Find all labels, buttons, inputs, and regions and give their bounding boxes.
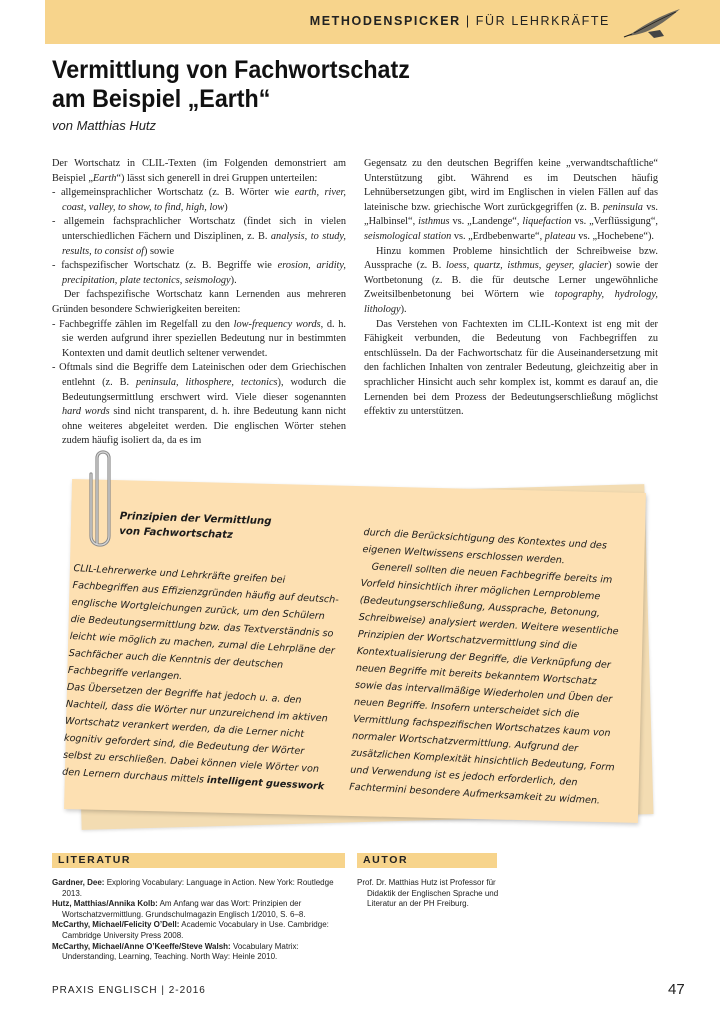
text: Der Wortschatz in CLIL-Texten (im Folgenden demonstriert am Beispiel „: [52, 158, 346, 184]
text: ).: [400, 303, 407, 315]
text-italic: topography, hydrology, lithology: [364, 289, 658, 315]
text: Das Übersetzen der Begriffe hat jedoch u. a. den Nachteil, dass die Wörter nur unzureichend im aktiven Wortschatz verankert werden, da die Lerner nicht kognitiv gefordert sind, die Bedeutung der Wörter selbst zu erschließen. Dabei können viele Wörter von den Lernern durchaus mittels: [61, 681, 329, 786]
text-italic: hard words: [62, 406, 110, 418]
text: “) lässt sich generell in drei Gruppen unterteilen:: [116, 172, 318, 184]
list-item: [52, 318, 346, 362]
note-card-text-left: [62, 560, 344, 796]
literature-entry: [52, 899, 352, 920]
list-item: [52, 215, 346, 259]
section-label-bold: METHODENSPICKER: [309, 14, 461, 28]
byline: von Matthias Hutz: [52, 118, 157, 133]
paragraph: [364, 157, 658, 245]
list-item: [52, 186, 346, 215]
author-heading: AUTOR: [357, 853, 497, 868]
text-italic: loess, quartz, isthmus, geyser, glacier: [445, 260, 609, 272]
text: vs. „Hochebene“).: [575, 230, 654, 242]
header-band-gap: [0, 0, 45, 44]
entry-text: Am Anfang war das Wort: Prinzipien der Wortschatzvermittlung. Grundschulmagazin Englisch 1/2010, S. 6–8.: [62, 899, 306, 919]
text: - Fachbegriffe zählen im Regelfall zu den: [52, 318, 234, 330]
paragraph: Der fachspezifische Wortschatz kann Lernenden aus mehreren Gründen besondere Schwierigkeiten bereiten:: [52, 289, 346, 315]
paragraph: Das Verstehen von Fachtexten im CLIL-Kontext ist eng mit der Fähigkeit verbunden, die Bedeutung von Fachbegriffen zu entschlüsseln. Da der Fachwortschatz für die Auseinandersetzung mit den fachlichen Inhalten von zentraler Bedeutung, gleichzeitig aber in sprachlicher Hinsicht auch sehr komplex ist, kommt es darauf an, die Lernenden bei dem Prozess der Bedeutungserschließung möglichst effektiv zu unterstützen.: [364, 318, 658, 418]
text-italic: peninsula: [602, 201, 643, 213]
paragraph: [52, 157, 346, 186]
text: - fachspezifischer Wortschatz (z. B. Begriffe wie: [52, 260, 278, 272]
text-italic: peninsula, lithosphere, tectonics: [135, 376, 278, 388]
text-italic: isthmus: [418, 216, 450, 228]
text-italic: Earth: [92, 172, 117, 184]
text-italic: plateau: [544, 230, 576, 242]
literature-entry: [52, 920, 352, 941]
note-card-title-line-2: von Fachwortschatz: [119, 525, 234, 541]
text: vs. „Landenge“,: [449, 216, 523, 228]
author-bio-text: Prof. Dr. Matthias Hutz ist Professor für Didaktik der Englischen Sprache und Literatur an der PH Freiburg.: [357, 878, 499, 909]
note-card-title-line-1: Prinzipien der Vermittlung: [119, 510, 272, 528]
literature-list: [52, 878, 352, 963]
body-column-left: [52, 157, 346, 449]
text-italic: liquefaction: [522, 216, 572, 228]
text: - allgemeinsprachlicher Wortschatz (z. B. Wörter wie: [52, 187, 295, 199]
text: - Oftmals sind die Begriffe dem Lateinischen oder dem Griechischen entlehnt (z. B.: [52, 362, 346, 388]
section-label-rest: FÜR LEHRKRÄFTE: [475, 14, 610, 28]
text: vs. „Erdbebenwarte“,: [451, 230, 545, 242]
paragraph: [364, 245, 658, 318]
list-item: [52, 361, 346, 449]
text: Gegensatz zu den deutschen Begriffen keine „verwandtschaftliche“ Unterstützung gibt. Während es im Deutschen häufig Lehnübersetzungen gibt, wird im Englischen in vielen Fällen auf das lateinische bzw. griechische Wort zurückgegriffen (z. B.: [364, 158, 658, 213]
text: ), wodurch die Bedeutungsermittlung erschwert wird. Viele dieser sogenannten: [62, 376, 346, 403]
text: ) sowie der Wortbetonung (z. B. die für deutsche Lerner ungewöhnliche Zweitsilbenbetonung bei Wörtern wie: [364, 260, 659, 301]
note-paragraph: Generell sollten die neuen Fachbegriffe bereits im Vorfeld hinsichtlich ihrer möglichen Lernprobleme (Bedeutungserschließung, Aussprache, Betonung, Schreibweise) analysiert werden. Weitere wesentliche Prinzipien der Wortschatzvermittlung sind die Kontextualisierung der Begriffe, die Verknüpfung der neuen Begriffe mit bereits bekanntem Wortschatz sowie das intervallmäßige Wiederholen und Üben der neuen Begriffe. Insofern unterscheidet sich die Vermittlung fachspezifischen Wortschatzes kaum von normaler Wortschatzvermittlung. Aufgrund der zusätzlichen Komplexität hinsichtlich Bedeutung, Form und Verwendung ist es jedoch erforderlich, den Fachtermini besondere Aufmerksamkeit zu widmen.: [348, 561, 619, 807]
body-column-right: [364, 157, 658, 420]
page-number: 47: [668, 981, 685, 998]
literature-heading: LITERATUR: [52, 853, 345, 868]
text: Hinzu kommen Probleme hinsichtlich der Schreibweise bzw. Aussprache (z. B.: [364, 245, 658, 272]
text: - allgemein fachsprachlicher Wortschatz (findet sich in vielen unterschiedlichen Fächern und Disziplinen, z. B.: [52, 216, 346, 242]
entry-text: Academic Vocabulary in Use. Cambridge: Cambridge University Press 2008.: [62, 920, 329, 940]
text-bold: intelligent guesswork: [206, 774, 325, 793]
text: ).: [230, 274, 237, 286]
note-card-title: [119, 510, 290, 545]
note-paragraph: [62, 679, 337, 796]
entry-author: McCarthy, Michael/Anne O’Keeffe/Steve Walsh:: [52, 941, 231, 951]
entry-author: Hutz, Matthias/Annika Kolb:: [52, 899, 158, 909]
literature-entry: [52, 942, 352, 963]
paperclip-icon: [85, 444, 119, 556]
text-italic: seismological station: [364, 230, 452, 242]
note-paragraph: CLIL-Lehrerwerke und Lehrkräfte greifen bei Fachbegriffen aus Effizienzgründen häufig auf deutsch-englische Wortgleichungen zurück, um den Schülern die Bedeutungsermittlung bzw. das Textverständnis so leicht wie möglich zu machen, zumal die Lehrpläne der Sachfächer auch die Kenntnis der deutschen Fachbegriffe verlangen.: [67, 562, 339, 683]
section-label: [310, 14, 610, 28]
text: vs. „Halbinsel“,: [364, 201, 658, 228]
journal-footer: PRAXIS ENGLISCH | 2-2016: [52, 985, 206, 996]
text-italic: earth, river, coast, valley, to show, to find, high, low: [62, 187, 346, 213]
note-paragraph: durch die Berücksichtigung des Kontextes und des eigenen Weltwissens erschlossen werden.: [362, 526, 608, 567]
note-card-text-right: [349, 524, 628, 810]
text: ) sowie: [144, 245, 175, 257]
section-label-separator: |: [460, 14, 476, 28]
text: , d. h. sie werden aufgrund ihrer speziellen Bedeutung nur in bestimmten Kontexten und damit deutlich seltener verwendet.: [62, 318, 347, 359]
list-item: [52, 259, 346, 288]
literature-entry: [52, 878, 352, 899]
text: ): [224, 201, 228, 213]
entry-author: Gardner, Dee:: [52, 878, 105, 887]
text: sind nicht transparent, d. h. ihre Bedeutung kann nicht ohne weiteres abgeleitet werden. Die englischen Wörter stehen zudem häufig isoliert da, da es im: [62, 406, 346, 447]
quill-icon: [620, 6, 690, 40]
text-italic: erosion, aridity, precipitation, plate tectonics, seismology: [62, 260, 346, 286]
entry-text: Exploring Vocabulary: Language in Action. New York: Routledge 2013.: [62, 878, 334, 898]
text: vs. „Verflüssigung“,: [571, 216, 658, 228]
page-title-line-2: am Beispiel „Earth“: [52, 85, 271, 113]
page-title-line-1: Vermittlung von Fachwortschatz: [52, 56, 410, 84]
author-bio: [357, 878, 502, 910]
entry-author: McCarthy, Michael/Felicity O’Dell:: [52, 920, 180, 930]
text-italic: analysis, to study, results, to consist of: [62, 230, 346, 257]
entry-text: Vocabulary Matrix: Understanding, Learning, Teaching. North Way: Heinle 2010.: [62, 941, 299, 962]
text-italic: low-frequency words: [233, 318, 321, 330]
page-title: [52, 56, 610, 114]
